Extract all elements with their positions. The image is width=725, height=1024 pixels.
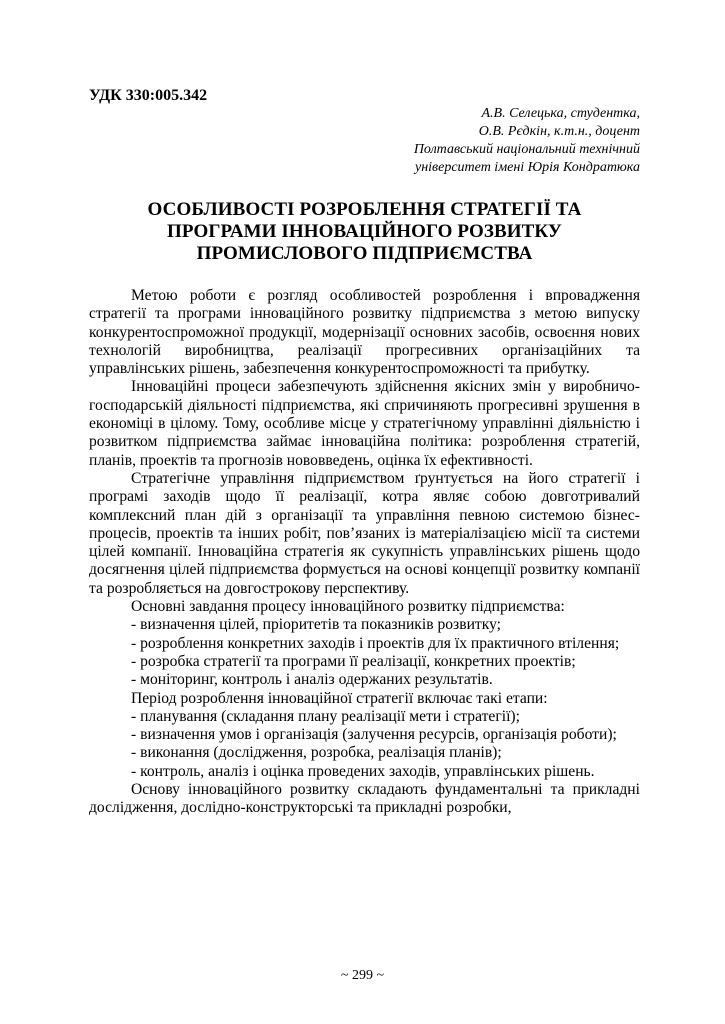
task-item: - визначення цілей, пріоритетів та показників розвитку; — [131, 616, 502, 634]
paragraph: Стратегічне управління підприємством ґрунтується на його стратегії і програмі заходів щодо її реалізації, котра являє собою довготривалий комплексний план дій з організації та управління певною системою бізнес-процесів, проектів та інших робіт, пов’язаних із матеріалізацією місії та системи цілей компанії. Інноваційна стратегія як сукупність управлінських рішень щодо досягнення цілей підприємства формується на основі концепції розвитку компанії та розробляється на довгострокову перспективу. — [89, 469, 640, 597]
author-line: А.В. Селецька, студентка, — [481, 106, 640, 121]
title-line: ПРОМИСЛОВОГО ПІДПРИЄМСТВА — [196, 243, 533, 264]
stage-item: - виконання (дослідження, розробка, реалізація планів); — [131, 744, 502, 762]
paragraph: Період розроблення інноваційної стратегії включає такі етапи: — [131, 689, 548, 707]
page — [89, 86, 640, 818]
stage-item: - визначення умов і організація (залучення ресурсів, організація роботи); — [131, 726, 617, 744]
page-number: ~ 299 ~ — [340, 968, 385, 983]
title-line: ОСОБЛИВОСТІ РОЗРОБЛЕННЯ СТРАТЕГІЇ ТА — [147, 199, 582, 220]
paragraph: Основні завдання процесу інноваційного розвитку підприємства: — [131, 598, 565, 616]
udc-code: УДК 330:005.342 — [89, 87, 208, 104]
author-line: О.В. Рєдкін, к.т.н., доцент — [478, 124, 640, 139]
title-line: ПРОГРАМИ ІННОВАЦІЙНОГО РОЗВИТКУ — [167, 221, 562, 242]
stage-item: - контроль, аналіз і оцінка проведених заходів, управлінських рішень. — [131, 762, 595, 780]
task-item: - моніторинг, контроль і аналіз одержаних результатів. — [131, 671, 493, 689]
paragraph: Основу інноваційного розвитку складають фундаментальні та прикладні дослідження, дослідно-конструкторські та прикладні розробки, — [89, 781, 640, 817]
task-item: - розробка стратегії та програми її реалізації, конкретних проектів; — [131, 652, 576, 670]
stage-item: - планування (складання плану реалізації мети і стратегії); — [131, 707, 520, 725]
task-item: - розроблення конкретних заходів і проектів для їх практичного втілення; — [131, 634, 620, 652]
article-title — [89, 199, 640, 265]
article-body — [89, 287, 640, 818]
affiliation-line: Полтавський національний технічний — [413, 142, 640, 157]
affiliation-line: університет імені Юрія Кондратюка — [415, 160, 640, 175]
authors-block — [89, 105, 640, 177]
paragraph: Метою роботи є розгляд особливостей розроблення і впровадження стратегії та програми інноваційного розвитку підприємства з метою випуску конкурентоспроможної продукції, модернізації основних засобів, освоєння нових технологій виробництва, реалізації прогресивних організаційних та управлінських рішень, забезпечення конкурентоспроможності та прибутку. — [89, 287, 640, 378]
paragraph: Інноваційні процеси забезпечують здійснення якісних змін у виробничо-господарській діяльності підприємства, які спричиняють прогресивні зрушення в економіці в цілому. Тому, особливе місце у стратегічному управлінні діяльністю і розвитком підприємства займає інноваційна політика: розроблення стратегій, планів, проектів та прогнозів нововведень, оцінка їх ефективності. — [89, 378, 640, 469]
